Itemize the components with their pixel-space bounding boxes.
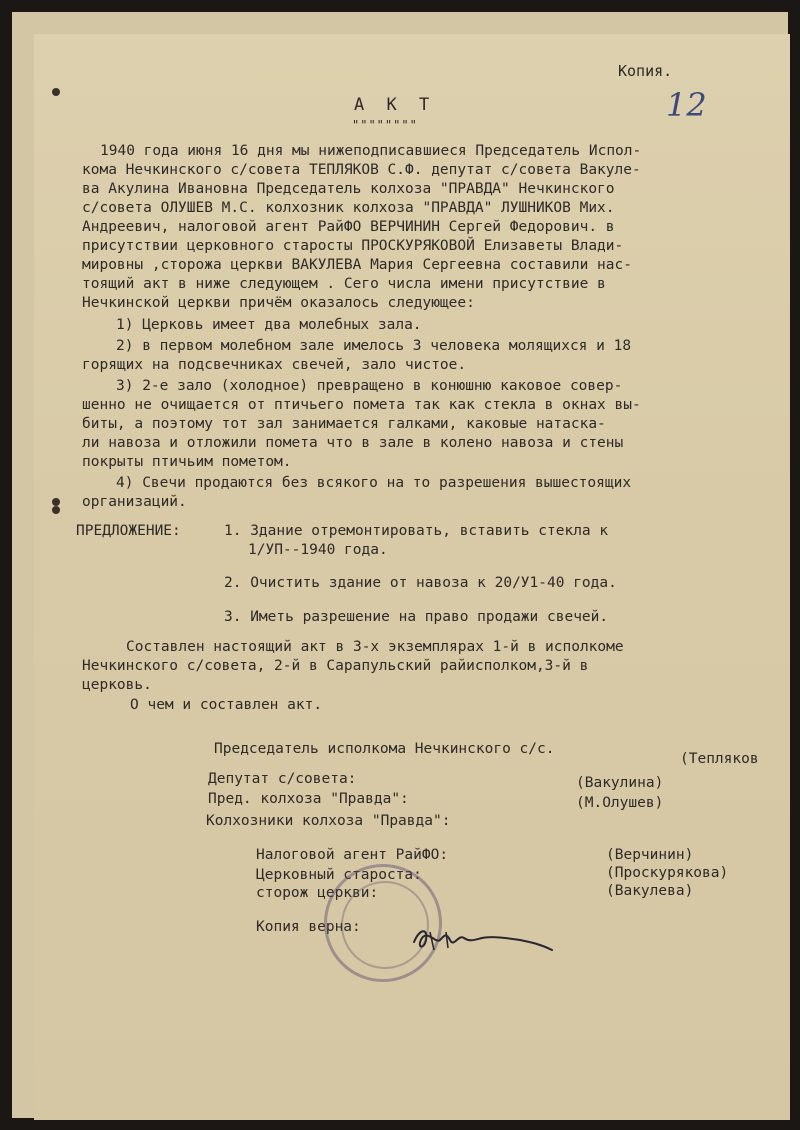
signatory-chair-name: (Тепляков xyxy=(680,751,759,767)
binding-hole xyxy=(52,88,60,96)
signatory-guard-label: сторож церкви: xyxy=(256,885,379,901)
finding-line: покрыты птичьим пометом. xyxy=(82,454,292,470)
closing-line: О чем и составлен акт. xyxy=(130,697,323,713)
intro-line: тоящий акт в ниже следующем . Сего числа имени присутствие в xyxy=(82,276,606,292)
certified-copy-label: Копия верна: xyxy=(256,919,361,935)
finding-line: 3) 2-е зало (холодное) превращено в конюшню каковое совер- xyxy=(116,378,623,394)
signatory-chair-label: Председатель исполкома Нечкинского с/с. xyxy=(214,741,555,757)
closing-line: церковь. xyxy=(82,677,152,693)
document-page xyxy=(34,34,790,1120)
finding-line: 1) Церковь имеет два молебных зала. xyxy=(116,317,422,333)
binding-hole xyxy=(52,498,60,506)
signatory-kolkhoz-chair-label: Пред. колхоза "Правда": xyxy=(208,791,409,807)
proposal-line: 2. Очистить здание от навоза к 20/У1-40 года. xyxy=(224,575,617,591)
document-frame xyxy=(12,12,788,1118)
proposal-line: 1/УП--1940 года. xyxy=(248,542,388,558)
folio-number: 12 xyxy=(666,86,707,124)
title-underline: """""""" xyxy=(352,118,418,132)
finding-line: 2) в первом молебном зале имелось 3 человека молящихся и 18 xyxy=(116,338,632,354)
proposal-line: 1. Здание отремонтировать, вставить стекла к xyxy=(224,523,609,539)
signatory-kolkhoz-chair-name: (М.Олушев) xyxy=(576,795,664,811)
handwritten-signature xyxy=(410,920,560,960)
document-title: А К Т xyxy=(354,95,436,115)
signatory-deputy-name: (Вакулина) xyxy=(576,775,664,791)
signatory-kolkhoz-members-label: Колхозники колхоза "Правда": xyxy=(206,813,451,829)
intro-line: присутствии церковного старосты ПРОСКУРЯКОВОЙ Елизаветы Влади- xyxy=(82,238,624,254)
intro-line: кома Нечкинского с/совета ТЕПЛЯКОВ С.Ф. депутат с/совета Вакуле- xyxy=(82,162,641,178)
proposal-heading: ПРЕДЛОЖЕНИЕ: xyxy=(76,523,181,539)
finding-line: шенно не очищается от птичьего помета так как стекла в окнах вы- xyxy=(82,397,641,413)
finding-line: биты, а поэтому тот зал занимается галками, каковые натаска- xyxy=(82,416,606,432)
finding-line: организаций. xyxy=(82,494,187,510)
proposal-line: 3. Иметь разрешение на право продажи свечей. xyxy=(224,609,609,625)
intro-line: Нечкинской церкви причём оказалось следующее: xyxy=(82,295,475,311)
binding-hole xyxy=(52,506,60,514)
signatory-warden-label: Церковный староста: xyxy=(256,867,422,883)
signatory-guard-name: (Вакулева) xyxy=(606,883,694,899)
intro-line: 1940 года июня 16 дня мы нижеподписавшиеся Председатель Испол- xyxy=(100,143,642,159)
copy-label: Копия. xyxy=(618,62,673,80)
intro-line: Андреевич, налоговой агент РайФО ВЕРЧИНИН Сергей Федорович. в xyxy=(82,219,615,235)
closing-line: Нечкинского с/совета, 2-й в Сарапульский райисполком,3-й в xyxy=(82,658,589,674)
finding-line: 4) Свечи продаются без всякого на то разрешения вышестоящих xyxy=(116,475,632,491)
finding-line: ли навоза и отложили помета что в зале в колено навоза и стены xyxy=(82,435,624,451)
signatory-tax-agent-label: Налоговой агент РайФО: xyxy=(256,847,449,863)
intro-line: с/совета ОЛУШЕВ М.С. колхозник колхоза "ПРАВДА" ЛУШНИКОВ Мих. xyxy=(82,200,615,216)
closing-line: Составлен настоящий акт в 3-х экземплярах 1-й в исполкоме xyxy=(126,639,624,655)
signatory-warden-name: (Проскурякова) xyxy=(606,865,729,881)
signatory-deputy-label: Депутат с/совета: xyxy=(208,771,357,787)
intro-line: ва Акулина Ивановна Председатель колхоза "ПРАВДА" Нечкинского xyxy=(82,181,615,197)
signatory-tax-agent-name: (Верчинин) xyxy=(606,847,694,863)
intro-line: мировны ,сторожа церкви ВАКУЛЕВА Мария Сергеевна составили нас- xyxy=(82,257,632,273)
finding-line: горящих на подсвечниках свечей, зало чистое. xyxy=(82,357,467,373)
